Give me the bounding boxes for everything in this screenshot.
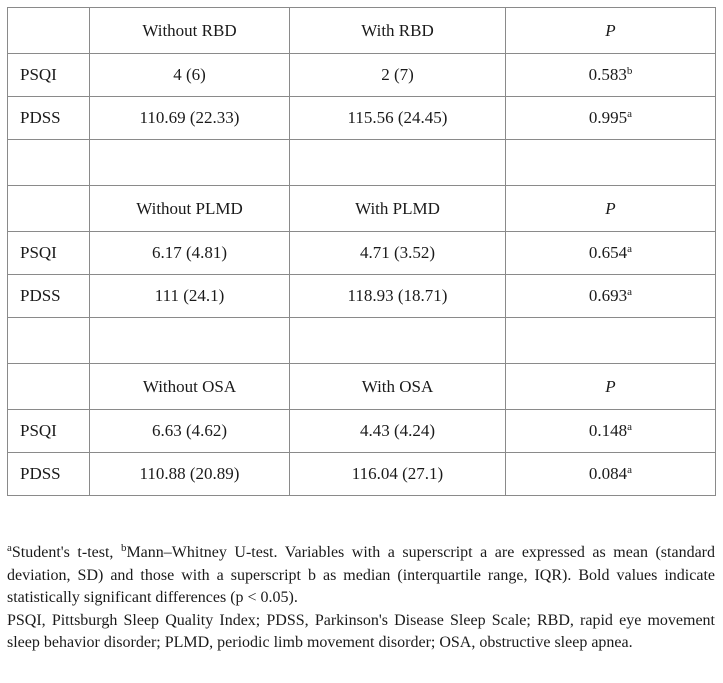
- header-empty-cell: [8, 8, 90, 54]
- header-p-value: P: [506, 8, 716, 54]
- table-row: [8, 275, 716, 318]
- value-cell: 116.04 (27.1): [290, 453, 506, 496]
- spacer-cell: [506, 140, 716, 186]
- header-empty-cell: [8, 186, 90, 232]
- p-value-cell: [506, 232, 716, 275]
- header-p-value: P: [506, 186, 716, 232]
- value-cell: 110.69 (22.33): [90, 97, 290, 140]
- header-empty-cell: [8, 364, 90, 410]
- table-row: [8, 97, 716, 140]
- footnote-abbreviations: PSQI, Pittsburgh Sleep Quality Index; PDSS, Parkinson's Disease Sleep Scale; RBD, rapid eye movement sleep behavior disorder; PLMD, periodic limb movement disorder; OSA, obstructive sleep apnea.: [7, 611, 715, 651]
- header-without-plmd: Without PLMD: [90, 186, 290, 232]
- table-row: [8, 54, 716, 97]
- header-row-plmd: [8, 186, 716, 232]
- p-superscript: a: [627, 464, 633, 476]
- header-with-osa: With OSA: [290, 364, 506, 410]
- value-cell: 4.43 (4.24): [290, 410, 506, 453]
- header-with-plmd: With PLMD: [290, 186, 506, 232]
- spacer-cell: [90, 140, 290, 186]
- spacer-cell: [90, 318, 290, 364]
- p-value-cell: [506, 275, 716, 318]
- table-row: [8, 453, 716, 496]
- header-without-rbd: Without RBD: [90, 8, 290, 54]
- p-superscript: a: [627, 243, 633, 255]
- value-cell: 4 (6): [90, 54, 290, 97]
- p-value: 0.148: [588, 421, 628, 440]
- footnote-text-b: Mann–Whitney U-test. Variables with a superscript a are expressed as mean (standard deviation, SD) and those with a superscript b as median (interquartile range, IQR). Bold values indicate statistically significant differences (p < 0.05).: [7, 544, 715, 606]
- row-label: PSQI: [8, 410, 90, 453]
- table-footnotes: [7, 542, 715, 655]
- p-value-cell: [506, 97, 716, 140]
- footnote-text-a: Student's t-test,: [11, 544, 121, 561]
- value-cell: 6.17 (4.81): [90, 232, 290, 275]
- p-value: 0.693: [588, 286, 628, 305]
- p-value-cell: [506, 54, 716, 97]
- results-table: [7, 7, 716, 496]
- spacer-row: [8, 318, 716, 364]
- header-row-osa: [8, 364, 716, 410]
- row-label: PSQI: [8, 232, 90, 275]
- value-cell: 118.93 (18.71): [290, 275, 506, 318]
- p-superscript: a: [627, 421, 633, 433]
- value-cell: 115.56 (24.45): [290, 97, 506, 140]
- p-value: 0.995: [588, 108, 628, 127]
- footnote-tests: [7, 542, 715, 610]
- header-p-value: P: [506, 364, 716, 410]
- header-with-rbd: With RBD: [290, 8, 506, 54]
- table-row: [8, 410, 716, 453]
- footnote-marker-a: a: [7, 542, 12, 554]
- table-row: [8, 232, 716, 275]
- p-value: 0.654: [588, 243, 628, 262]
- header-row-rbd: [8, 8, 716, 54]
- p-superscript: a: [627, 108, 633, 120]
- value-cell: 4.71 (3.52): [290, 232, 506, 275]
- row-label: PDSS: [8, 97, 90, 140]
- value-cell: 110.88 (20.89): [90, 453, 290, 496]
- row-label: PSQI: [8, 54, 90, 97]
- value-cell: 2 (7): [290, 54, 506, 97]
- spacer-cell: [290, 140, 506, 186]
- spacer-cell: [8, 140, 90, 186]
- spacer-row: [8, 140, 716, 186]
- row-label: PDSS: [8, 453, 90, 496]
- spacer-cell: [506, 318, 716, 364]
- p-value-cell: [506, 453, 716, 496]
- spacer-cell: [8, 318, 90, 364]
- p-superscript: b: [626, 65, 633, 77]
- value-cell: 6.63 (4.62): [90, 410, 290, 453]
- p-value: 0.084: [588, 464, 628, 483]
- value-cell: 111 (24.1): [90, 275, 290, 318]
- p-value-cell: [506, 410, 716, 453]
- row-label: PDSS: [8, 275, 90, 318]
- header-without-osa: Without OSA: [90, 364, 290, 410]
- footnote-marker-b: b: [120, 542, 127, 554]
- p-value: 0.583: [588, 65, 627, 84]
- p-superscript: a: [627, 286, 633, 298]
- spacer-cell: [290, 318, 506, 364]
